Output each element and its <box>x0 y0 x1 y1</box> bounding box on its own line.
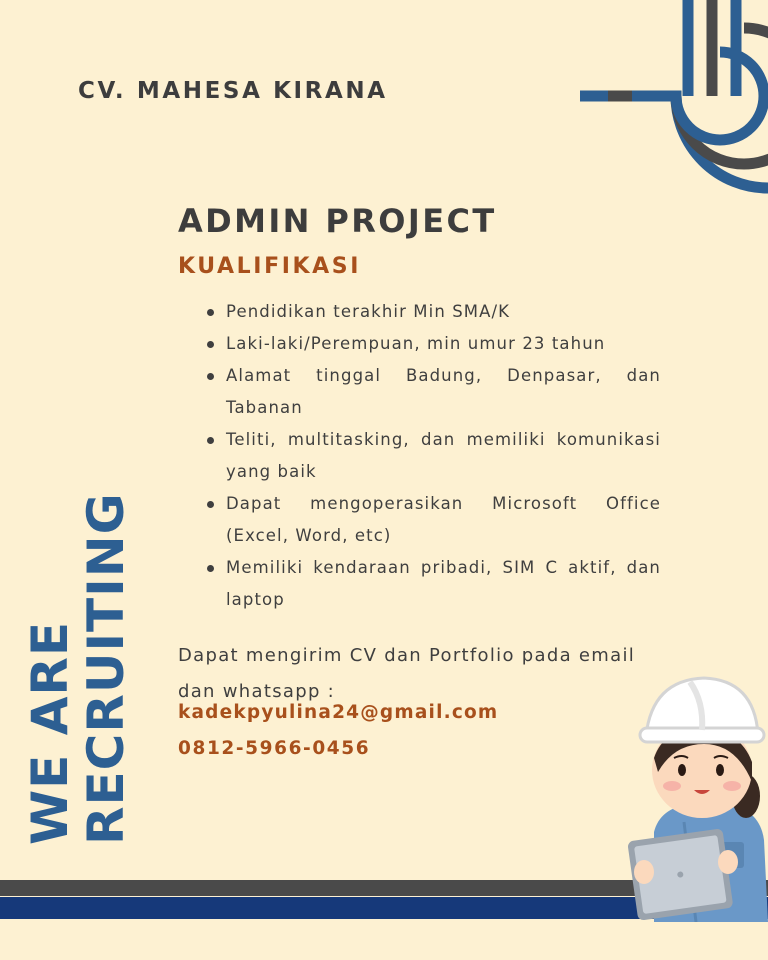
company-name: CV. MAHESA KIRANA <box>78 78 388 104</box>
bullet-icon <box>207 341 214 348</box>
list-item <box>205 488 661 552</box>
list-item <box>205 552 661 616</box>
construction-worker-illustration-icon <box>624 672 768 922</box>
bullet-icon <box>207 309 214 316</box>
list-item-text: Teliti, multitasking, dan memiliki komunikasi yang baik <box>226 430 661 481</box>
list-item-text: Laki-laki/Perempuan, min umur 23 tahun <box>226 334 606 353</box>
job-title: ADMIN PROJECT <box>178 202 497 240</box>
banner-line-2: RECRUITING <box>77 492 135 845</box>
contact-phone[interactable]: 0812-5966-0456 <box>178 738 371 759</box>
list-item <box>205 360 661 424</box>
geometric-loop-logo-icon <box>580 0 768 200</box>
list-item-text: Alamat tinggal Badung, Denpasar, dan Tabanan <box>226 366 661 417</box>
bullet-icon <box>207 501 214 508</box>
contact-email[interactable]: kadekpyulina24@gmail.com <box>178 702 499 723</box>
list-item <box>205 328 661 360</box>
qualifications-list <box>205 296 661 616</box>
list-item-text: Pendidikan terakhir Min SMA/K <box>226 302 511 321</box>
list-item-text: Memiliki kendaraan pribadi, SIM C aktif, dan laptop <box>226 558 661 609</box>
apply-instructions: Dapat mengirim CV dan Portfolio pada email dan whatsapp : <box>178 645 636 702</box>
list-item <box>205 296 661 328</box>
list-item <box>205 424 661 488</box>
section-heading: KUALIFIKASI <box>178 254 361 279</box>
list-item-text: Dapat mengoperasikan Microsoft Office (Excel, Word, etc) <box>226 494 661 545</box>
bullet-icon <box>207 373 214 380</box>
banner-line-1: WE ARE <box>21 620 79 845</box>
we-are-recruiting-banner <box>22 492 134 845</box>
bullet-icon <box>207 565 214 572</box>
bullet-icon <box>207 437 214 444</box>
